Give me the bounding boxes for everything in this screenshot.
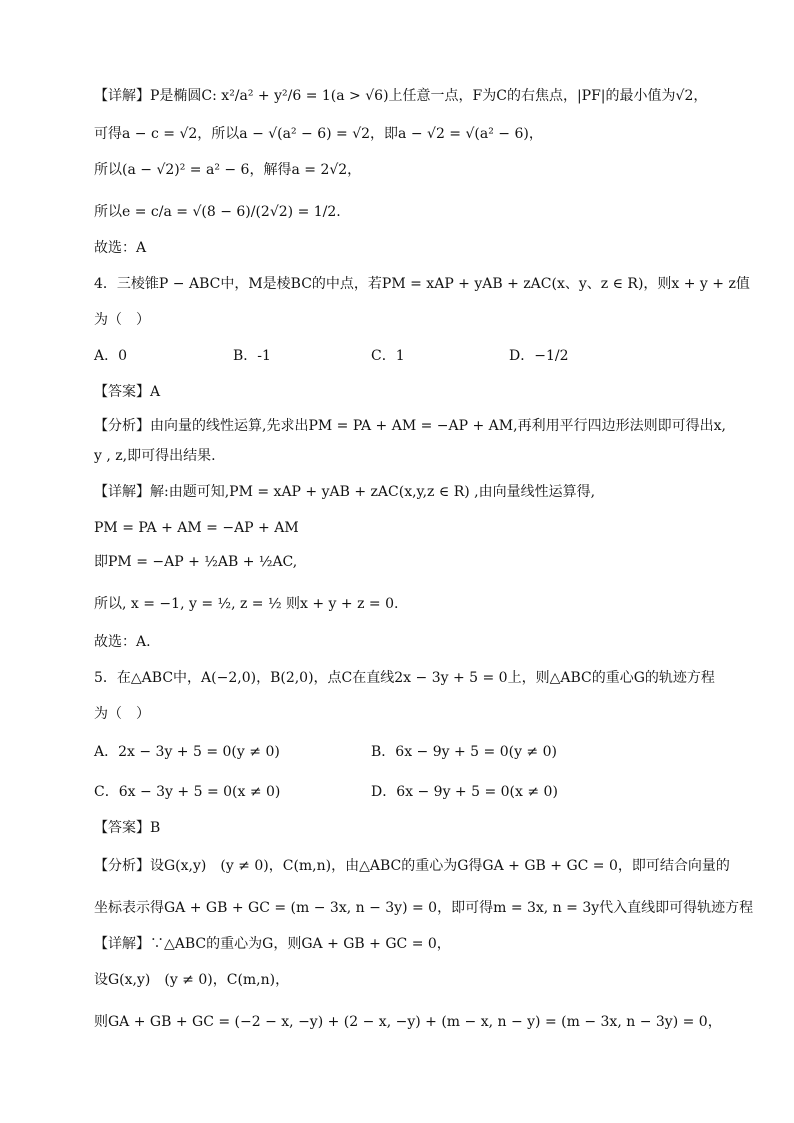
q5-option-b: B．6x − 9y + 5 = 0(y ≠ 0)	[371, 744, 557, 760]
q5-option-c: C．6x − 3y + 5 = 0(x ≠ 0)	[94, 784, 281, 800]
q5-detail-line-2: 设G(x,y) (y ≠ 0)，C(m,n)，	[94, 972, 290, 988]
q4-stem-line-2: 为（ ）	[94, 312, 150, 328]
q4-option-d: D．−1/2	[509, 348, 569, 364]
q4-analysis-line-2: y , z,即可得出结果.	[94, 448, 216, 464]
q4-detail-line-1: 【详解】解:由题可知,PM = xAP + yAB + zAC(x,y,z ∈ R) ,由向量线性运算得,	[94, 484, 596, 500]
q4-option-b: B．-1	[233, 348, 271, 364]
q5-stem-line-1: 5．在△ABC中，A(−2,0)，B(2,0)，点C在直线2x − 3y + 5 = 0上，则△ABC的重心G的轨迹方程	[94, 670, 715, 686]
q3-detail-line-3: 所以(a − √2)² = a² − 6，解得a = 2√2，	[94, 162, 362, 178]
q3-detail-line-4: 所以e = c/a = √(8 − 6)/(2√2) = 1/2.	[94, 204, 341, 220]
q5-stem-line-2: 为（ ）	[94, 706, 150, 722]
q4-analysis-line-1: 【分析】由向量的线性运算,先求出PM = PA + AM = −AP + AM,再利用平行四边形法则即可得出x,	[94, 418, 726, 434]
q4-detail-line-4: 所以, x = −1, y = ½, z = ½ 则x + y + z = 0.	[94, 596, 399, 612]
q4-detail-line-3: 即PM = −AP + ½AB + ½AC,	[94, 554, 298, 570]
q4-answer: 【答案】A	[94, 384, 161, 400]
q3-detail-line-1: 【详解】P是椭圆C: x²/a² + y²/6 = 1(a > √6)上任意一点，F为C的右焦点，|PF|的最小值为√2，	[94, 88, 708, 104]
q4-select-line: 故选：A.	[94, 634, 151, 650]
q5-analysis-line-1: 【分析】设G(x,y) (y ≠ 0)，C(m,n)，由△ABC的重心为G得GA + GB + GC = 0，即可结合向量的	[94, 858, 730, 874]
q4-option-a: A．0	[94, 348, 128, 364]
q3-detail-line-2: 可得a − c = √2，所以a − √(a² − 6) = √2，即a − √2 = √(a² − 6)，	[94, 126, 543, 142]
q4-option-c: C．1	[371, 348, 405, 364]
q5-option-a: A．2x − 3y + 5 = 0(y ≠ 0)	[94, 744, 280, 760]
q5-option-d: D．6x − 9y + 5 = 0(x ≠ 0)	[371, 784, 558, 800]
q4-stem-line-1: 4．三棱锥P − ABC中，M是棱BC的中点，若PM = xAP + yAB + zAC(x、y、z ∈ R)，则x + y + z值	[94, 276, 750, 292]
q5-answer: 【答案】B	[94, 820, 161, 836]
q5-analysis-line-2: 坐标表示得GA + GB + GC = (m − 3x, n − 3y) = 0，即可得m = 3x, n = 3y代入直线即可得轨迹方程	[94, 900, 754, 916]
q5-detail-line-3: 则GA + GB + GC = (−2 − x, −y) + (2 − x, −y) + (m − x, n − y) = (m − 3x, n − 3y) = 0，	[94, 1014, 722, 1030]
q4-detail-line-2: PM = PA + AM = −AP + AM	[94, 520, 299, 536]
q3-select-line: 故选：A	[94, 240, 147, 256]
q5-detail-line-1: 【详解】∵△ABC的重心为G，则GA + GB + GC = 0，	[94, 936, 451, 952]
